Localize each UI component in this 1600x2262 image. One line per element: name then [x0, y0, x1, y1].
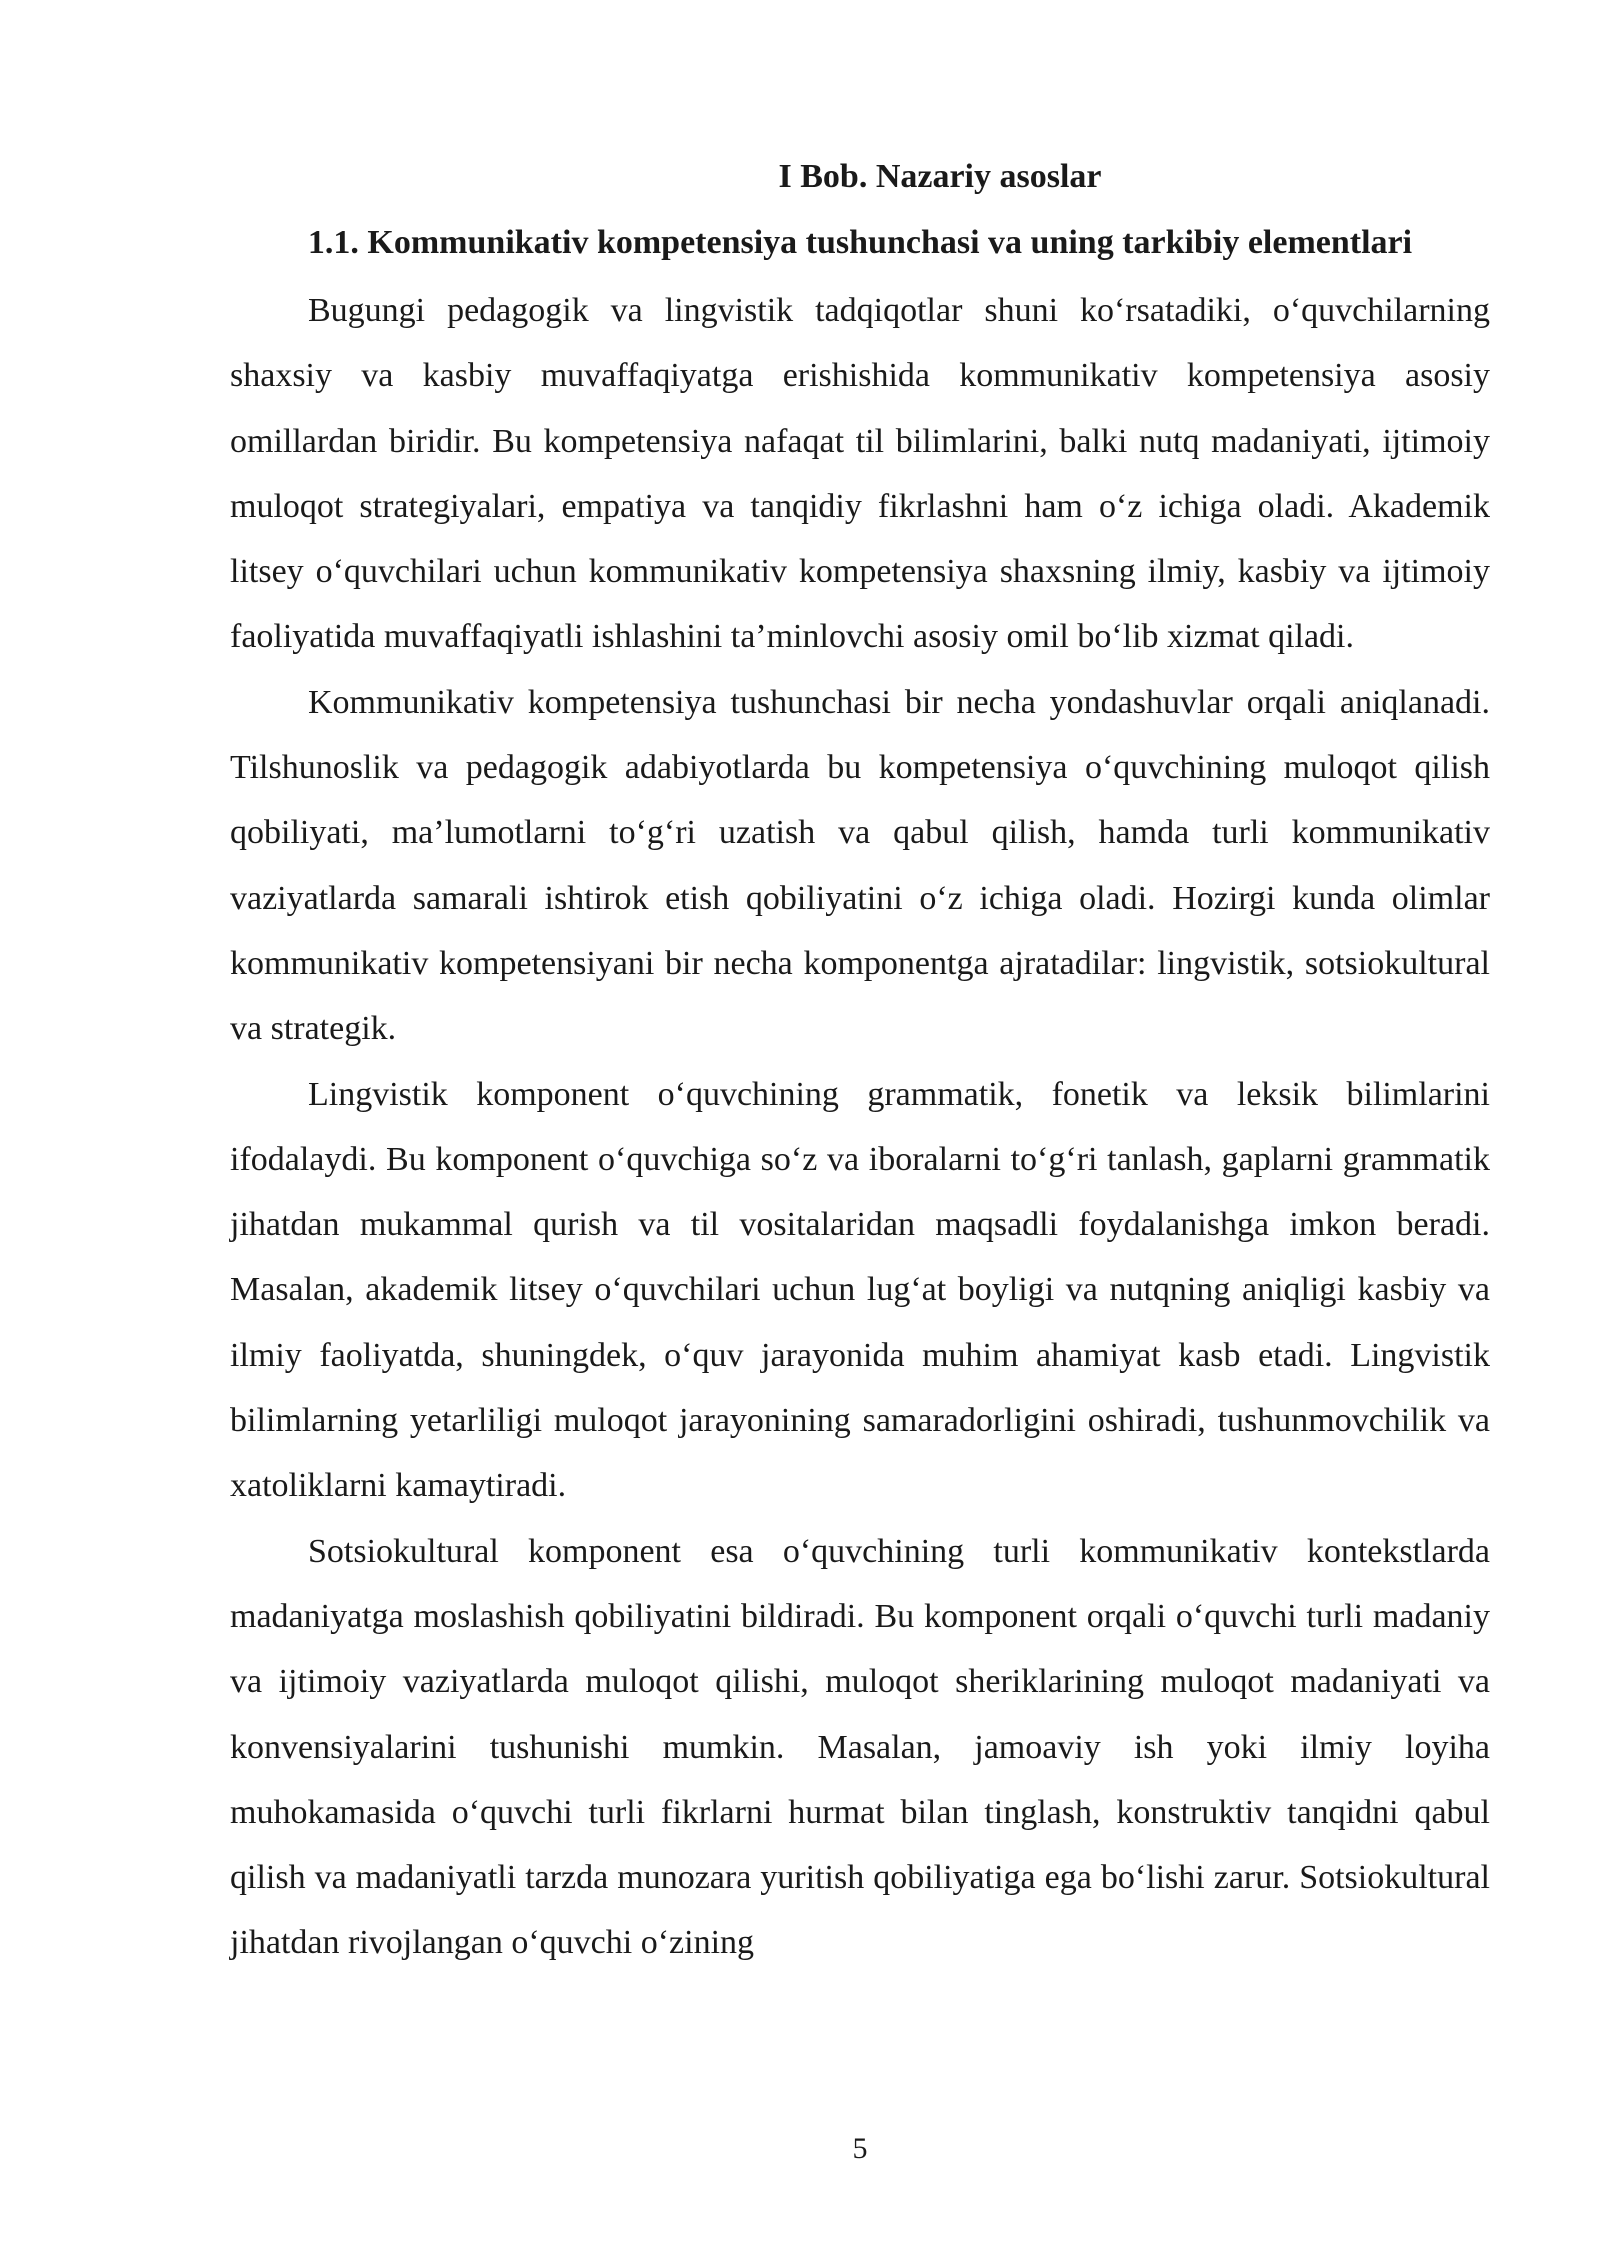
chapter-title: I Bob. Nazariy asoslar [778, 158, 1102, 195]
paragraph-1: Bugungi pedagogik va lingvistik tadqiqotlar shuni ko‘rsatadiki, o‘quvchilarning shaxsiy va kasbiy muvaffaqiyatga erishishida kommunikativ kompetensiya asosiy omillardan biridir. Bu kompetensiya nafaqat til bilimlarini, balki nutq madaniyati, ijtimoiy muloqot strategiyalari, empatiya va tanqidiy fikrlashni ham o‘z ichiga oladi. Akademik litsey o‘quvchilari uchun kommunikativ kompetensiya shaxsning ilmiy, kasbiy va ijtimoiy faoliyatida muvaffaqiyatli ishlashini ta’minlovchi asosiy omil bo‘lib xizmat qiladi. [230, 292, 1490, 656]
page-number: 5 [852, 2132, 868, 2165]
paragraph-3: Lingvistik komponent o‘quvchining grammatik, fonetik va leksik bilimlarini ifodalaydi. Bu komponent o‘quvchiga so‘z va iboralarni to‘g‘ri tanlash, gaplarni grammatik jihatdan mukammal qurish va til vositalaridan maqsadli foydalanishga imkon beradi. Masalan, akademik litsey o‘quvchilari uchun lug‘at boyligi va nutqning aniqligi kasbiy va ilmiy faoliyatda, shuningdek, o‘quv jarayonida muhim ahamiyat kasb etadi. Lingvistik bilimlarning yetarliligi muloqot jarayonining samaradorligini oshiradi, tushunmovchilik va xatoliklarni kamaytiradi. [230, 1075, 1490, 1505]
page-content [230, 150, 1490, 1976]
paragraph-4: Sotsiokultural komponent esa o‘quvchining turli kommunikativ kontekstlarda madaniyatga moslashish qobiliyatini bildiradi. Bu komponent orqali o‘quvchi turli madaniy va ijtimoiy vaziyatlarda muloqot qilishi, muloqot sheriklarining muloqot madaniyati va konvensiyalarini tushunishi mumkin. Masalan, jamoaviy ish yoki ilmiy loyiha muhokamasida o‘quvchi turli fikrlarni hurmat bilan tinglash, konstruktiv tanqidni qabul qilish va madaniyatli tarzda munozara yuritish qobiliyatiga ega bo‘lishi zarur. Sotsiokultural jihatdan rivojlangan o‘quvchi o‘zining [230, 1532, 1490, 1962]
paragraph-2: Kommunikativ kompetensiya tushunchasi bir necha yondashuvlar orqali aniqlanadi. Tilshunoslik va pedagogik adabiyotlarda bu kompetensiya o‘quvchining muloqot qilish qobiliyati, ma’lumotlarni to‘g‘ri uzatish va qabul qilish, hamda turli kommunikativ vaziyatlarda samarali ishtirok etish qobiliyatini o‘z ichiga oladi. Hozirgi kunda olimlar kommunikativ kompetensiyani bir necha komponentga ajratadilar: lingvistik, sotsiokultural va strategik. [230, 683, 1490, 1048]
section-title: 1.1. Kommunikativ kompetensiya tushunchasi va uning tarkibiy elementlari [307, 224, 1413, 261]
